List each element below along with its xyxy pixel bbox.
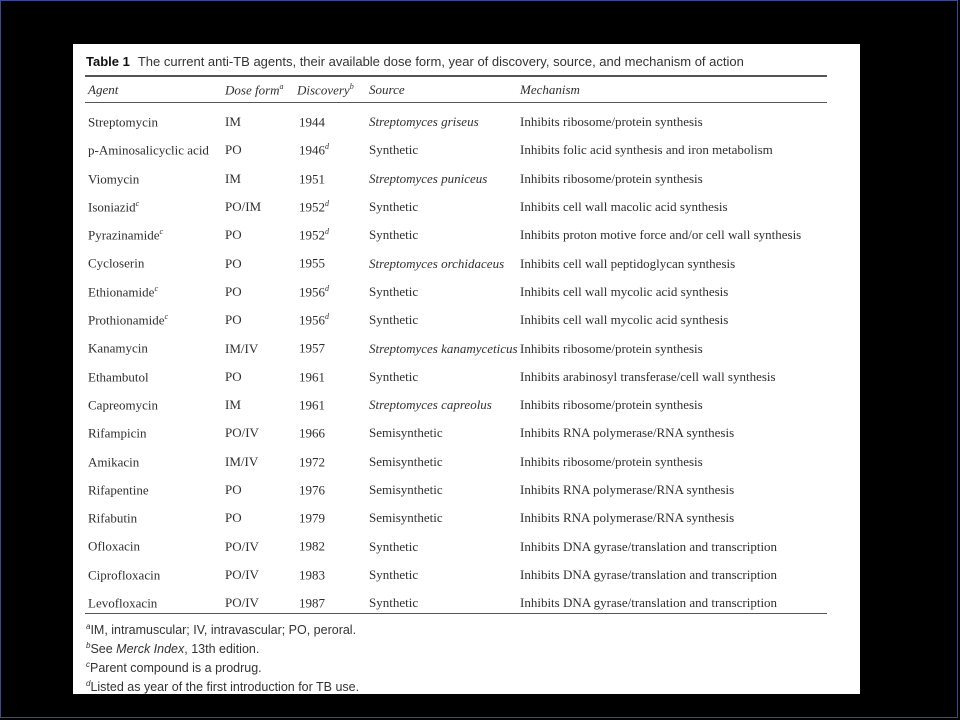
table-body [85, 102, 820, 617]
cell-source: Synthetic [369, 142, 419, 158]
table-row [85, 363, 820, 391]
cell-discovery: 1955 [299, 255, 325, 271]
cell-source: Synthetic [369, 368, 419, 384]
table-row [85, 221, 820, 249]
cell-discovery: 1952$^d$ [299, 198, 329, 215]
cell-agent: p-Aminosalicyclic acid [88, 142, 209, 158]
cell-discovery: 1952$^d$ [299, 227, 329, 243]
table-row [85, 278, 820, 306]
cell-mechanism: Inhibits ribosome/protein synthesis [520, 170, 703, 186]
cell-discovery: 1966 [299, 425, 325, 441]
table-row [85, 419, 820, 447]
cell-source: Streptomyces orchidaceus [369, 255, 505, 271]
cell-mechanism: Inhibits proton motive force and/or cell wall synthesis [520, 227, 802, 243]
agents-table [85, 78, 820, 617]
cell-agent: Streptomycin [88, 114, 159, 130]
cell-source: Synthetic [369, 566, 419, 582]
table-row [85, 391, 820, 419]
cell-dose-form: IM [225, 397, 241, 413]
cell-source: Streptomyces puniceus [369, 170, 488, 186]
cell-source: Semisynthetic [369, 482, 443, 497]
cell-mechanism: Inhibits ribosome/protein synthesis [520, 114, 703, 130]
footnote: $^b$See Merck Index, 13th edition. [86, 641, 260, 657]
cell-dose-form: IM [225, 170, 241, 186]
cell-dose-form: PO/IV [225, 566, 259, 582]
cell-discovery: 1961 [299, 397, 325, 413]
cell-agent: Ofloxacin [88, 538, 140, 554]
cell-source: Streptomyces griseus [369, 114, 479, 130]
table-row [85, 504, 820, 532]
cell-dose-form: PO [225, 283, 242, 299]
table-row [85, 561, 820, 589]
cell-discovery: 1944 [299, 114, 325, 130]
table-header-row [85, 78, 820, 102]
cell-source: Synthetic [369, 283, 419, 299]
table-row [85, 306, 820, 334]
cell-mechanism: Inhibits cell wall macolic acid synthesis [520, 199, 728, 215]
cell-dose-form: PO [225, 368, 242, 384]
cell-agent: Rifabutin [88, 510, 138, 526]
cell-dose-form: PO/IV [225, 538, 259, 554]
cell-mechanism: Inhibits DNA gyrase/translation and transcription [520, 566, 778, 582]
cell-discovery: 1983 [299, 567, 325, 583]
header-source: Source [369, 82, 405, 97]
header-discovery: Discovery$^b$ [297, 81, 354, 98]
cell-dose-form: PO [225, 227, 242, 243]
footnote: $^a$IM, intramuscular; IV, intravascular; PO, peroral. [86, 622, 357, 638]
cell-discovery: 1956$^d$ [299, 283, 329, 300]
cell-source: Streptomyces kanamyceticus [369, 340, 518, 356]
cell-source: Synthetic [369, 312, 419, 328]
cell-source: Semisynthetic [369, 510, 443, 526]
cell-dose-form: PO/IM [225, 199, 262, 215]
table-row [85, 334, 820, 362]
cell-discovery: 1972 [299, 453, 325, 469]
cell-dose-form: IM/IV [225, 340, 259, 356]
cell-mechanism: Inhibits arabinosyl transferase/cell wall synthesis [520, 368, 776, 384]
cell-mechanism: Inhibits ribosome/protein synthesis [520, 397, 703, 413]
table-row [85, 532, 820, 560]
table-row [85, 136, 820, 164]
table-row [85, 165, 820, 193]
header-dose-form: Dose form$^a$ [225, 81, 284, 98]
cell-discovery: 1979 [299, 510, 325, 526]
table-row [85, 476, 820, 504]
cell-agent: Pyrazinamide$^c$ [88, 227, 164, 243]
cell-mechanism: Inhibits cell wall mycolic acid synthesis [520, 283, 729, 299]
cell-dose-form: PO/IV [225, 595, 259, 611]
header-mechanism: Mechanism [520, 82, 580, 97]
cell-agent: Prothionamide$^c$ [88, 312, 169, 328]
table-row [85, 249, 820, 277]
cell-discovery: 1961 [299, 368, 325, 384]
cell-mechanism: Inhibits RNA polymerase/RNA synthesis [520, 510, 735, 526]
document-page [73, 44, 860, 694]
header-agent: Agent [88, 82, 119, 97]
footnote: $^d$Listed as year of the first introduction for TB use. [86, 679, 360, 695]
cell-mechanism: Inhibits RNA polymerase/RNA synthesis [520, 425, 735, 441]
cell-agent: Ethionamide$^c$ [88, 283, 158, 300]
cell-discovery: 1951 [299, 170, 325, 186]
table-caption-label: Table 1 [86, 54, 130, 69]
cell-agent: Ciprofloxacin [88, 567, 161, 583]
cell-source: Synthetic [369, 227, 419, 243]
cell-dose-form: PO [225, 142, 242, 158]
cell-dose-form: PO [225, 312, 242, 328]
cell-mechanism: Inhibits RNA polymerase/RNA synthesis [520, 482, 735, 497]
cell-agent: Ethambutol [88, 368, 149, 384]
table-row [85, 102, 820, 136]
cell-agent: Capreomycin [88, 397, 159, 413]
cell-mechanism: Inhibits folic acid synthesis and iron metabolism [520, 142, 773, 158]
cell-dose-form: IM/IV [225, 453, 259, 469]
cell-dose-form: PO [225, 510, 242, 526]
table-caption [86, 54, 846, 69]
cell-source: Semisynthetic [369, 425, 443, 441]
cell-source: Synthetic [369, 199, 419, 215]
cell-source: Streptomyces capreolus [369, 397, 492, 413]
cell-source: Semisynthetic [369, 453, 443, 469]
cell-agent: Isoniazid$^c$ [88, 198, 140, 215]
cell-agent: Amikacin [88, 453, 140, 469]
cell-mechanism: Inhibits ribosome/protein synthesis [520, 340, 703, 356]
cell-agent: Levofloxacin [88, 595, 158, 611]
cell-discovery: 1957 [299, 340, 325, 356]
cell-mechanism: Inhibits DNA gyrase/translation and transcription [520, 595, 778, 611]
cell-discovery: 1982 [299, 538, 325, 554]
cell-agent: Rifapentine [88, 482, 149, 498]
cell-mechanism: Inhibits ribosome/protein synthesis [520, 453, 703, 469]
table-caption-text: The current anti-TB agents, their available dose form, year of discovery, source, and mechanism of action [137, 54, 744, 69]
cell-agent: Kanamycin [88, 340, 148, 356]
table-row [85, 193, 820, 221]
footnote: $^c$Parent compound is a prodrug. [86, 660, 262, 676]
cell-dose-form: PO [225, 482, 242, 497]
cell-mechanism: Inhibits cell wall peptidoglycan synthesis [520, 255, 736, 271]
cell-agent: Rifampicin [88, 425, 147, 441]
cell-source: Synthetic [369, 538, 419, 554]
cell-agent: Viomycin [88, 170, 140, 186]
cell-dose-form: PO [225, 255, 242, 271]
table-row [85, 448, 820, 476]
cell-discovery: 1976 [299, 482, 325, 498]
table-top-rule [85, 75, 827, 77]
cell-mechanism: Inhibits cell wall mycolic acid synthesis [520, 312, 729, 328]
cell-discovery: 1956$^d$ [299, 312, 329, 328]
cell-discovery: 1987 [299, 595, 325, 611]
cell-agent: Cycloserin [88, 255, 145, 271]
table-footnotes [86, 619, 359, 696]
cell-source: Synthetic [369, 595, 419, 611]
cell-discovery: 1946$^d$ [299, 142, 329, 158]
cell-dose-form: PO/IV [225, 425, 259, 441]
cell-mechanism: Inhibits DNA gyrase/translation and transcription [520, 538, 778, 554]
table-row [85, 589, 820, 617]
cell-dose-form: IM [225, 114, 241, 130]
